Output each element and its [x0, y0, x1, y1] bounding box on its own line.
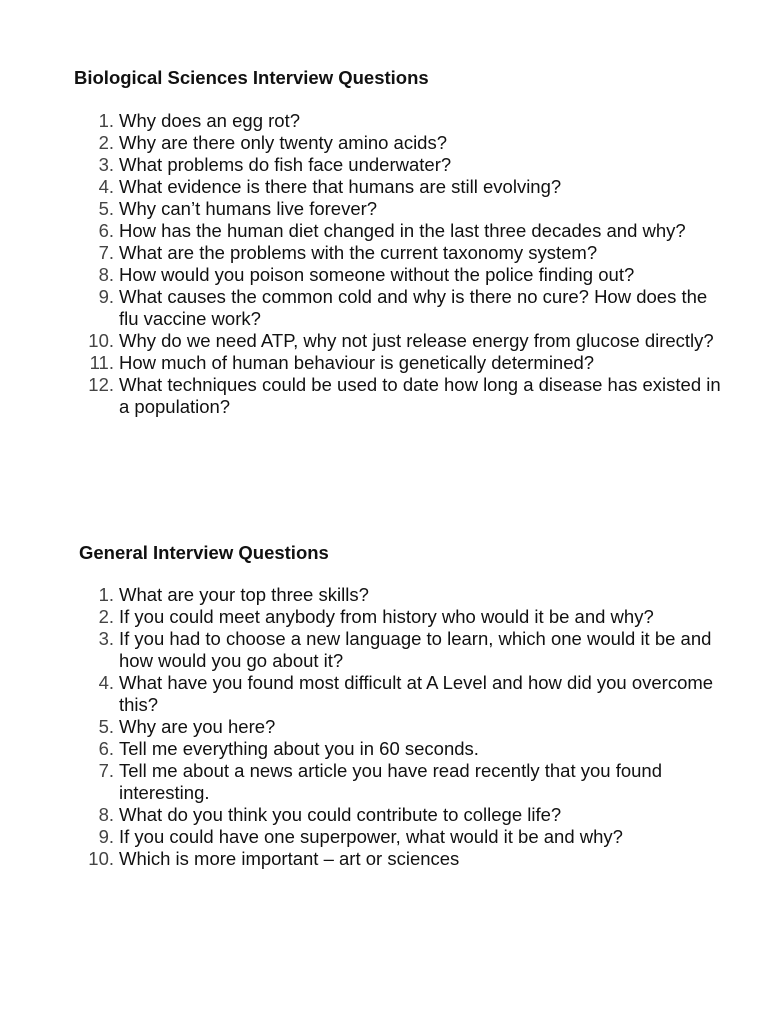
item-number: 1. — [98, 584, 114, 605]
list-item — [84, 242, 724, 264]
question-text: Why are there only twenty amino acids? — [119, 132, 448, 153]
question-text: What evidence is there that humans are still evolving? — [119, 176, 562, 197]
question-text: If you could meet anybody from history who would it be and why? — [119, 606, 654, 627]
question-text: Tell me about a news article you have read recently that you found interesting. — [119, 760, 662, 803]
list-item — [84, 154, 724, 176]
item-number: 5. — [98, 716, 114, 737]
item-number: 9. — [98, 286, 114, 307]
question-text: What causes the common cold and why is there no cure? How does the flu vaccine work? — [119, 286, 708, 329]
question-text: If you could have one superpower, what would it be and why? — [119, 826, 623, 847]
item-number: 6. — [98, 738, 114, 759]
question-text: What problems do fish face underwater? — [119, 154, 452, 175]
question-text: How much of human behaviour is genetically determined? — [119, 352, 595, 373]
question-text: Why do we need ATP, why not just release energy from glucose directly? — [119, 330, 714, 351]
item-number: 12. — [88, 374, 114, 395]
question-text: What do you think you could contribute to college life? — [119, 804, 562, 825]
section-heading-general: General Interview Questions — [79, 542, 329, 563]
question-text: How would you poison someone without the police finding out? — [119, 264, 635, 285]
list-item — [84, 738, 724, 760]
item-number: 7. — [98, 242, 114, 263]
item-number: 3. — [98, 154, 114, 175]
list-item — [84, 628, 724, 672]
list-item — [84, 606, 724, 628]
list-item — [84, 826, 724, 848]
item-number: 4. — [98, 176, 114, 197]
item-number: 4. — [98, 672, 114, 693]
question-text: Why are you here? — [119, 716, 276, 737]
item-number: 8. — [98, 804, 114, 825]
item-number: 9. — [98, 826, 114, 847]
list-item — [84, 374, 724, 418]
list-item — [84, 804, 724, 826]
list-item — [84, 220, 724, 242]
item-number: 5. — [98, 198, 114, 219]
list-item — [84, 132, 724, 154]
list-item — [84, 848, 724, 870]
question-text: What are the problems with the current taxonomy system? — [119, 242, 598, 263]
item-number: 10. — [88, 848, 114, 869]
list-item — [84, 672, 724, 716]
item-number: 8. — [98, 264, 114, 285]
list-item — [84, 584, 724, 606]
question-text: Tell me everything about you in 60 seconds. — [119, 738, 479, 759]
list-item — [84, 716, 724, 738]
general-questions-list — [84, 584, 724, 870]
item-number: 10. — [88, 330, 114, 351]
list-item — [84, 110, 724, 132]
item-number: 3. — [98, 628, 114, 649]
list-item — [84, 176, 724, 198]
item-number: 11. — [89, 352, 114, 373]
list-item — [84, 286, 724, 330]
question-text: How has the human diet changed in the last three decades and why? — [119, 220, 686, 241]
list-item — [84, 198, 724, 220]
question-text: Which is more important – art or sciences — [119, 848, 460, 869]
list-item — [84, 760, 724, 804]
list-item — [84, 264, 724, 286]
question-text: What techniques could be used to date how long a disease has existed in a population? — [119, 374, 721, 417]
list-item — [84, 330, 724, 352]
item-number: 7. — [98, 760, 114, 781]
question-text: If you had to choose a new language to learn, which one would it be and how would you go about it? — [119, 628, 712, 671]
item-number: 2. — [98, 132, 114, 153]
biological-questions-list — [84, 110, 724, 418]
list-item — [84, 352, 724, 374]
item-number: 2. — [98, 606, 114, 627]
question-text: What are your top three skills? — [119, 584, 369, 605]
question-text: Why does an egg rot? — [119, 110, 300, 131]
item-number: 1. — [98, 110, 114, 131]
question-text: What have you found most difficult at A Level and how did you overcome this? — [119, 672, 714, 715]
section-heading-biological-sciences: Biological Sciences Interview Questions — [74, 67, 429, 88]
question-text: Why can’t humans live forever? — [119, 198, 378, 219]
item-number: 6. — [98, 220, 114, 241]
